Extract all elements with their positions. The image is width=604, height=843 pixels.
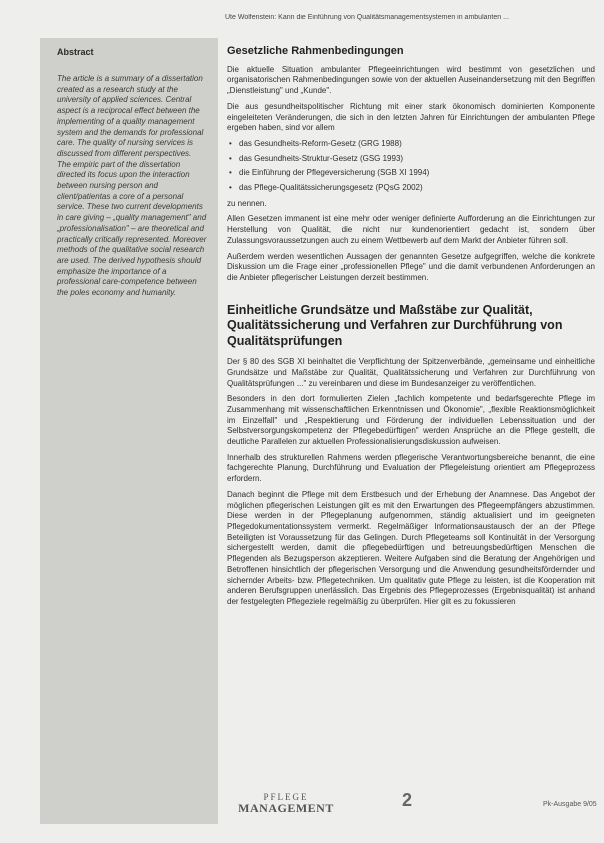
- paragraph: Allen Gesetzen immanent ist eine mehr oder weniger definierte Aufforderung an die Einrichtungen zur Herstellung von Qualität, die nicht nur kundenorientiert gedacht ist, sondern über Zulassungsvoraussetzungen auch zu einem Wettbewerb auf dem Markt der Anbieter führen soll.: [227, 214, 595, 245]
- paragraph: Außerdem werden wesentlichen Aussagen der genannten Gesetze aufgegriffen, welche die konkrete Diskussion um die Frage einer „professionellen Pflege" und die damit verbundenen Anforderungen an die Anbieter pflegerischer Leistungen derzeit bestimmen.: [227, 251, 595, 282]
- paragraph: Die aktuelle Situation ambulanter Pflegeeinrichtungen wird bestimmt von gesetzlichen und organisatorischen Rahmenbedingungen sowie von der aktuellen Auseinandersetzung mit den Begriffen „Dienstleistung" und „Kunde".: [227, 64, 595, 96]
- list-item: • das Pflege-Qualitätssicherungsgesetz (PQsG 2002): [239, 183, 595, 194]
- abstract-text: The article is a summary of a dissertation created as a research study at the university of applied sciences. Central aspect is a reciprocal effect between the implementing of a quality management system and the demands for professional care. The quality of nursing services is discussed from different perspectives. The empiric part of the dissertation directed its focus upon the interaction between nursing person and client/patientas a core of a personal service. These two current developments in care giving – „quality management" and „professionalisation" – are theoretical and practically critically represented. Moreover methods of the qualitative social research are used. The derived hypothesis should emphasize the importance of a professional care-competence between the poles economy and humanity.: [57, 74, 207, 298]
- paragraph: Die aus gesundheitspolitischer Richtung mit einer stark ökonomisch dominierten Komponente eingeleiteten Veränderungen, die sich in den letzten Jahren für Einrichtungen der ambulanten Pflege ergeben haben, sind vor allem: [227, 101, 595, 133]
- paragraph: Danach beginnt die Pflege mit dem Erstbesuch und der Erhebung der Anamnese. Das Angebot der möglichen pflegerischen Leistungen gilt es mit den Erwartungen des Pflegeempfängers abzustimmen. Diese werden in der Pflegeplanung aufgenommen, ständig aktualisiert und im geeigneten Pflegedokumentationssystem vermerkt. Regelmäßiger Informationsaustausch der an der Pflege Beteiligten ist Voraussetzung für das Gelingen. Durch Pflegeteams soll Kontinuität in der Versorgung sichergestellt werden, damit die pflegebedürftigen und betreuungsbedürftigen Menschen die Pflegenden als Bezugsperson akzeptieren. Weitere Aufgaben sind die Beratung der Angehörigen und Betroffenen hinsichtlich der pflegerischen Versorgung und die Anwendung gesundheitsfördernder und sichernder Arbeits- bzw. Pflegetechniken. Um qualitativ gute Pflege zu leisten, ist die Kooperation mit anderen Berufsgruppen unerlässlich. Das Ergebnis des Pflegeprozesses (Ergebnisqualität) ist anhand der festgelegten Pflegeziele regelmäßig zu überprüfen. Hier gilt es zu fokussieren: [227, 489, 595, 606]
- list-item: • das Gesundheits-Struktur-Gesetz (GSG 1993): [239, 154, 595, 165]
- journal-logo: [226, 792, 346, 815]
- page-number: 2: [402, 790, 413, 810]
- issue-label: Pk-Ausgabe 9/05: [543, 801, 597, 808]
- section-heading-legal: Gesetzliche Rahmenbedingungen: [227, 45, 404, 57]
- paragraph: Besonders in den dort formulierten Zielen „fachlich kompetente und bedarfsgerechte Pflege im Zusammenhang mit wissenschaftlichen Erkenntnissen und Ökonomie", „flexible Reaktionsmöglichkeit im Einzelfall" und „Respektierung und Förderung der individuellen Lebenssituation und der Selbstversorgungskompetenz der Pflegebedürftigen" werden Ansprüche an die Pflege gestellt, die deutliche Parallelen zur aktuellen Professionalisierungsdiskussion aufweisen.: [227, 394, 595, 447]
- logo-top-text: PFLEGE: [263, 792, 309, 802]
- list-item: • die Einführung der Pflegeversicherung (SGB XI 1994): [239, 168, 595, 179]
- law-list: [227, 139, 595, 194]
- paragraph: Innerhalb des strukturellen Rahmens werden pflegerische Verantwortungsbereiche benannt, die eine fachgerechte Planung, Durchführung und Evaluation der Pflegeleistung orientiert am Pflegeprozess erfordern.: [227, 452, 595, 484]
- paragraph: zu nennen.: [227, 198, 267, 208]
- abstract-title: Abstract: [57, 47, 94, 57]
- logo-bottom-text: MANAGEMENT: [238, 801, 334, 815]
- paragraph: Der § 80 des SGB XI beinhaltet die Verpflichtung der Spitzenverbände, „gemeinsame und einheitliche Grundsätze und Maßstäbe zur Qualität, Qualitätssicherung und Verfahren zur Durchführung von Qualitätsprüfungen ..." zu vereinbaren und diese im Bundesanzeiger zu veröffentlichen.: [227, 357, 595, 388]
- section-heading-quality: Einheitliche Grundsätze und Maßstäbe zur Qualität, Qualitätssicherung und Verfahren zur Durchführung von Qualitätsprüfungen: [227, 302, 563, 348]
- list-item: • das Gesundheits-Reform-Gesetz (GRG 1988): [239, 139, 595, 150]
- main-column: [227, 46, 595, 613]
- running-header: Ute Wolfenstein: Kann die Einführung von Qualitätsmanagementsystemen in ambulanten ...: [225, 14, 509, 21]
